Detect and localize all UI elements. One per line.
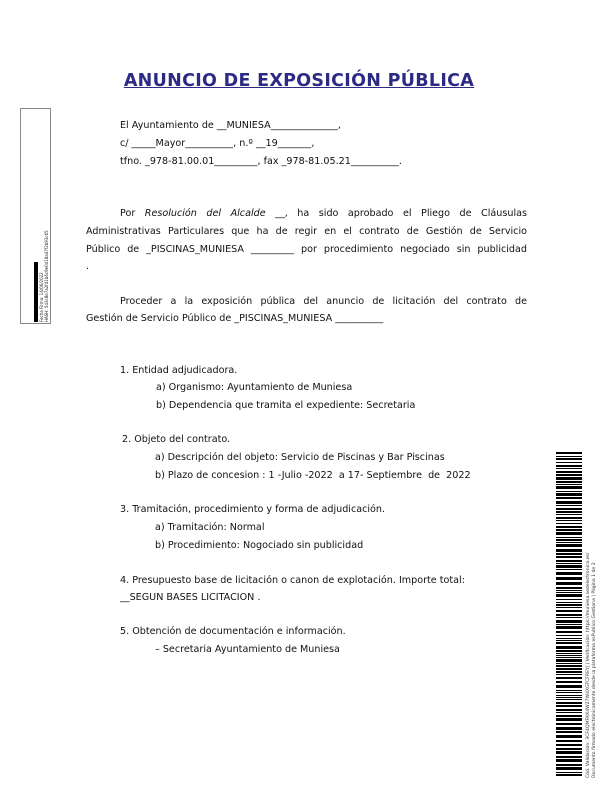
section-1-item-b: b) Dependencia que tramita el expediente: Secretaria (156, 400, 416, 411)
exposure-line-2: Gestión de Servicio Público de _PISCINAS_MUNIESA __________ (86, 313, 384, 324)
barcode (556, 452, 582, 780)
barcode-bar (556, 723, 582, 725)
barcode-bar (556, 748, 582, 750)
barcode-bar (556, 465, 582, 467)
barcode-bar (556, 718, 582, 721)
barcode-bar (556, 607, 582, 608)
barcode-bar (556, 471, 582, 473)
barcode-bar (556, 620, 582, 623)
section-4-amount: __SEGUN BASES LICITACION . (120, 592, 261, 603)
exposure-line-1: Proceder a la exposición pública del anuncio de licitación del contrato de (120, 296, 527, 307)
barcode-bar (556, 699, 582, 700)
barcode-bar (556, 602, 582, 603)
barcode-bar (556, 594, 582, 597)
barcode-bar (556, 756, 582, 758)
barcode-bar (556, 759, 582, 762)
barcode-bar (556, 727, 582, 730)
barcode-bar (556, 468, 582, 469)
barcode-bar (556, 751, 582, 754)
barcode-bar (556, 685, 582, 688)
barcode-bar (556, 560, 582, 562)
barcode-bar (556, 604, 582, 606)
barcode-bar (556, 484, 582, 485)
resolution-line-3: Público de _PISCINAS_MUNIESA _________ por procedimiento negociado sin publicidad (86, 244, 527, 255)
barcode-bar (556, 486, 582, 489)
barcode-bar (556, 514, 582, 515)
barcode-bar (556, 456, 582, 457)
barcode-bar (556, 493, 582, 496)
barcode-bar (556, 735, 582, 738)
barcode-bar (556, 655, 582, 656)
barcode-bar (556, 709, 582, 711)
barcode-bar (556, 767, 582, 770)
barcode-bar (556, 526, 582, 528)
section-3-heading: 3. Tramitación, procedimiento y forma de adjudicación. (120, 504, 386, 515)
barcode-bar (556, 640, 582, 641)
header-line-ayuntamiento: El Ayuntamiento de __MUNIESA______________, (120, 120, 341, 131)
verification-text (586, 448, 598, 778)
barcode-bar (556, 556, 582, 558)
barcode-bar (556, 705, 582, 707)
barcode-bar (556, 582, 582, 585)
barcode-bar (556, 653, 582, 654)
barcode-bar (556, 697, 582, 698)
barcode-bar (556, 692, 582, 693)
barcode-bar (556, 657, 582, 658)
resolution-line-4: . (86, 261, 90, 272)
resolution-line-1: Por Resolución del Alcalde __, ha sido aprobado el Pliego de Cláusulas (120, 208, 527, 219)
barcode-bar (556, 590, 582, 591)
barcode-bar (556, 638, 582, 639)
barcode-bar (556, 677, 582, 679)
header-line-address: c/ _____Mayor__________, n.º __19_______, (120, 138, 315, 149)
barcode-bar (556, 553, 582, 555)
barcode-bar (556, 712, 582, 713)
barcode-bar (556, 668, 582, 670)
barcode-bar (556, 523, 582, 524)
barcode-bar (556, 617, 582, 618)
barcode-bar (556, 477, 582, 480)
barcode-bar (556, 646, 582, 649)
barcode-bar (556, 517, 582, 519)
barcode-bar (556, 474, 582, 476)
signer-name-redacted (34, 262, 38, 322)
stamp-date: Fecha Firma: 14/06/2022 (39, 272, 44, 322)
section-2-heading: 2. Objeto del contrato. (122, 434, 231, 445)
section-5-heading: 5. Obtención de documentación e información. (120, 626, 346, 637)
barcode-bar (556, 690, 582, 691)
barcode-bar (556, 659, 582, 662)
barcode-bar (556, 539, 582, 541)
barcode-bar (556, 565, 582, 568)
barcode-bar (556, 544, 582, 547)
barcode-bar (556, 774, 582, 776)
section-5-item: – Secretaria Ayuntamiento de Muniesa (155, 644, 340, 655)
barcode-bar (556, 458, 582, 460)
barcode-bar (556, 772, 582, 773)
barcode-bar (556, 614, 582, 616)
barcode-bar (556, 674, 582, 675)
section-1-item-a: a) Organismo: Ayuntamiento de Muniesa (156, 382, 353, 393)
barcode-bar (556, 572, 582, 575)
barcode-bar (556, 599, 582, 600)
barcode-bar (556, 663, 582, 664)
signature-stamp-text (34, 152, 49, 322)
signature-platform-note: Documento firmado electrónicamente desde la plataforma esPublico Gestiona | Página 1 de 2 (592, 562, 597, 778)
barcode-bar (556, 635, 582, 636)
barcode-bar (556, 520, 582, 521)
barcode-bar (556, 497, 582, 499)
barcode-bar (556, 744, 582, 746)
barcode-bar (556, 695, 582, 696)
barcode-bar (556, 715, 582, 717)
barcode-bar (556, 764, 582, 766)
stamp-hash: HASH: 5d3c8e7a2f41b6c9e0d18a47f2b93c65 (44, 230, 49, 322)
section-3-item-b: b) Procedimiento: Nogociado sin publicidad (155, 540, 364, 551)
resolution-line-2: Administrativas Particulares que ha de regir en el contrato de Gestión de Servicio (86, 226, 527, 237)
barcode-bar (556, 462, 582, 463)
barcode-bar (556, 481, 582, 483)
barcode-bar (556, 665, 582, 667)
barcode-bar (556, 505, 582, 506)
barcode-bar (556, 549, 582, 552)
section-4-heading: 4. Presupuesto base de licitación o canon de explotación. Importe total: (120, 575, 465, 586)
barcode-bar (556, 610, 582, 612)
barcode-bar (556, 452, 582, 454)
barcode-bar (556, 626, 582, 629)
barcode-bar (556, 624, 582, 625)
barcode-bar (556, 508, 582, 510)
barcode-bar (556, 491, 582, 492)
verification-code: Cód. Validación: 3CF4QMFKK4W27W4XGTCFREYJ | Verificación: https://muniesa.sedelectronica.es/ (586, 552, 591, 778)
section-2-item-a: a) Descripción del objeto: Servicio de Piscinas y Bar Piscinas (155, 452, 445, 463)
barcode-bar (556, 577, 582, 580)
page-title: ANUNCIO DE EXPOSICIÓN PÚBLICA (123, 71, 475, 91)
barcode-bar (556, 702, 582, 704)
barcode-bar (556, 529, 582, 531)
header-line-phone: tfno. _978-81.00.01_________, fax _978-81.05.21__________. (120, 156, 402, 167)
barcode-bar (556, 563, 582, 564)
barcode-bar (556, 542, 582, 543)
barcode-bar (556, 650, 582, 652)
barcode-bar (556, 511, 582, 513)
section-1-heading: 1. Entidad adjudicadora. (120, 365, 238, 376)
barcode-bar (556, 681, 582, 683)
section-3-item-a: a) Tramitación: Normal (155, 522, 265, 533)
barcode-bar (556, 537, 582, 538)
barcode-bar (556, 731, 582, 733)
barcode-bar (556, 631, 582, 633)
barcode-bar (556, 671, 582, 673)
section-2-item-b: b) Plazo de concesion : 1 -Julio -2022 a 17- Septiembre de 2022 (155, 470, 471, 481)
barcode-bar (556, 532, 582, 535)
barcode-bar (556, 569, 582, 570)
barcode-bar (556, 642, 582, 644)
barcode-bar (556, 587, 582, 589)
barcode-bar (556, 740, 582, 742)
barcode-bar (556, 592, 582, 593)
barcode-bar (556, 501, 582, 504)
